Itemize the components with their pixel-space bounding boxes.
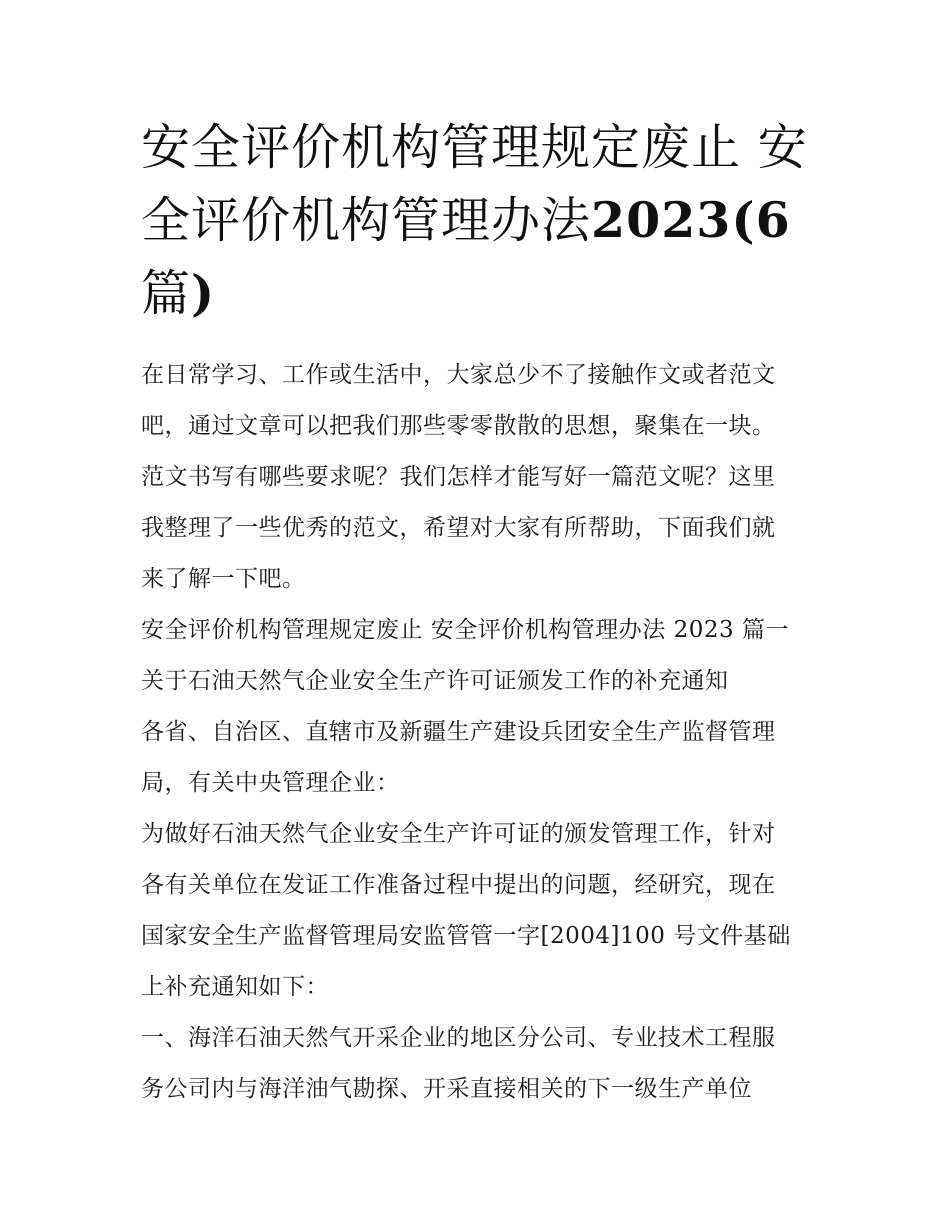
text-line: 上补充通知如下： [141, 974, 329, 1000]
text-line: 局，有关中央管理企业： [141, 770, 400, 796]
text-line: 范文书写有哪些要求呢？我们怎样才能写好一篇范文呢？这里 [141, 464, 776, 490]
notice-title: 关于石油天然气企业安全生产许可证颁发工作的补充通知 [141, 668, 729, 694]
document-page [141, 112, 821, 1115]
title-line-2: 全评价机构管理办法 [141, 192, 592, 249]
title-line-3: 篇 [141, 265, 192, 322]
text-line: 一、海洋石油天然气开采企业的地区分公司、专业技术工程服 [141, 1025, 776, 1051]
text-line: 各省、自治区、直辖市及新疆生产建设兵团安全生产监督管理 [141, 719, 776, 745]
text-line: 吧，通过文章可以把我们那些零零散散的思想，聚集在一块。 [141, 413, 776, 439]
text-line: 为做好石油天然气企业安全生产许可证的颁发管理工作，针对 [141, 821, 776, 847]
document-title [141, 112, 821, 330]
text-line: 国家安全生产监督管理局安监管管一字[2004]100 号文件基础 [141, 923, 791, 949]
text-line: 来了解一下吧。 [141, 566, 306, 592]
title-line-3-paren: ) [191, 264, 216, 322]
text-line: 在日常学习、工作或生活中，大家总少不了接触作文或者范文 [141, 362, 776, 388]
text-line: 各有关单位在发证工作准备过程中提出的问题，经研究，现在 [141, 872, 776, 898]
text-line: 务公司内与海洋油气勘探、开采直接相关的下一级生产单位 [141, 1076, 752, 1102]
title-line-1: 安全评价机构管理规定废止 安 [141, 119, 808, 176]
text-line: 我整理了一些优秀的范文，希望对大家有所帮助，下面我们就 [141, 515, 776, 541]
section-heading: 安全评价机构管理规定废止 安全评价机构管理办法 2023 篇一 [141, 617, 789, 643]
document-body [141, 350, 821, 1115]
title-line-2-year: 2023(6 [591, 191, 791, 249]
